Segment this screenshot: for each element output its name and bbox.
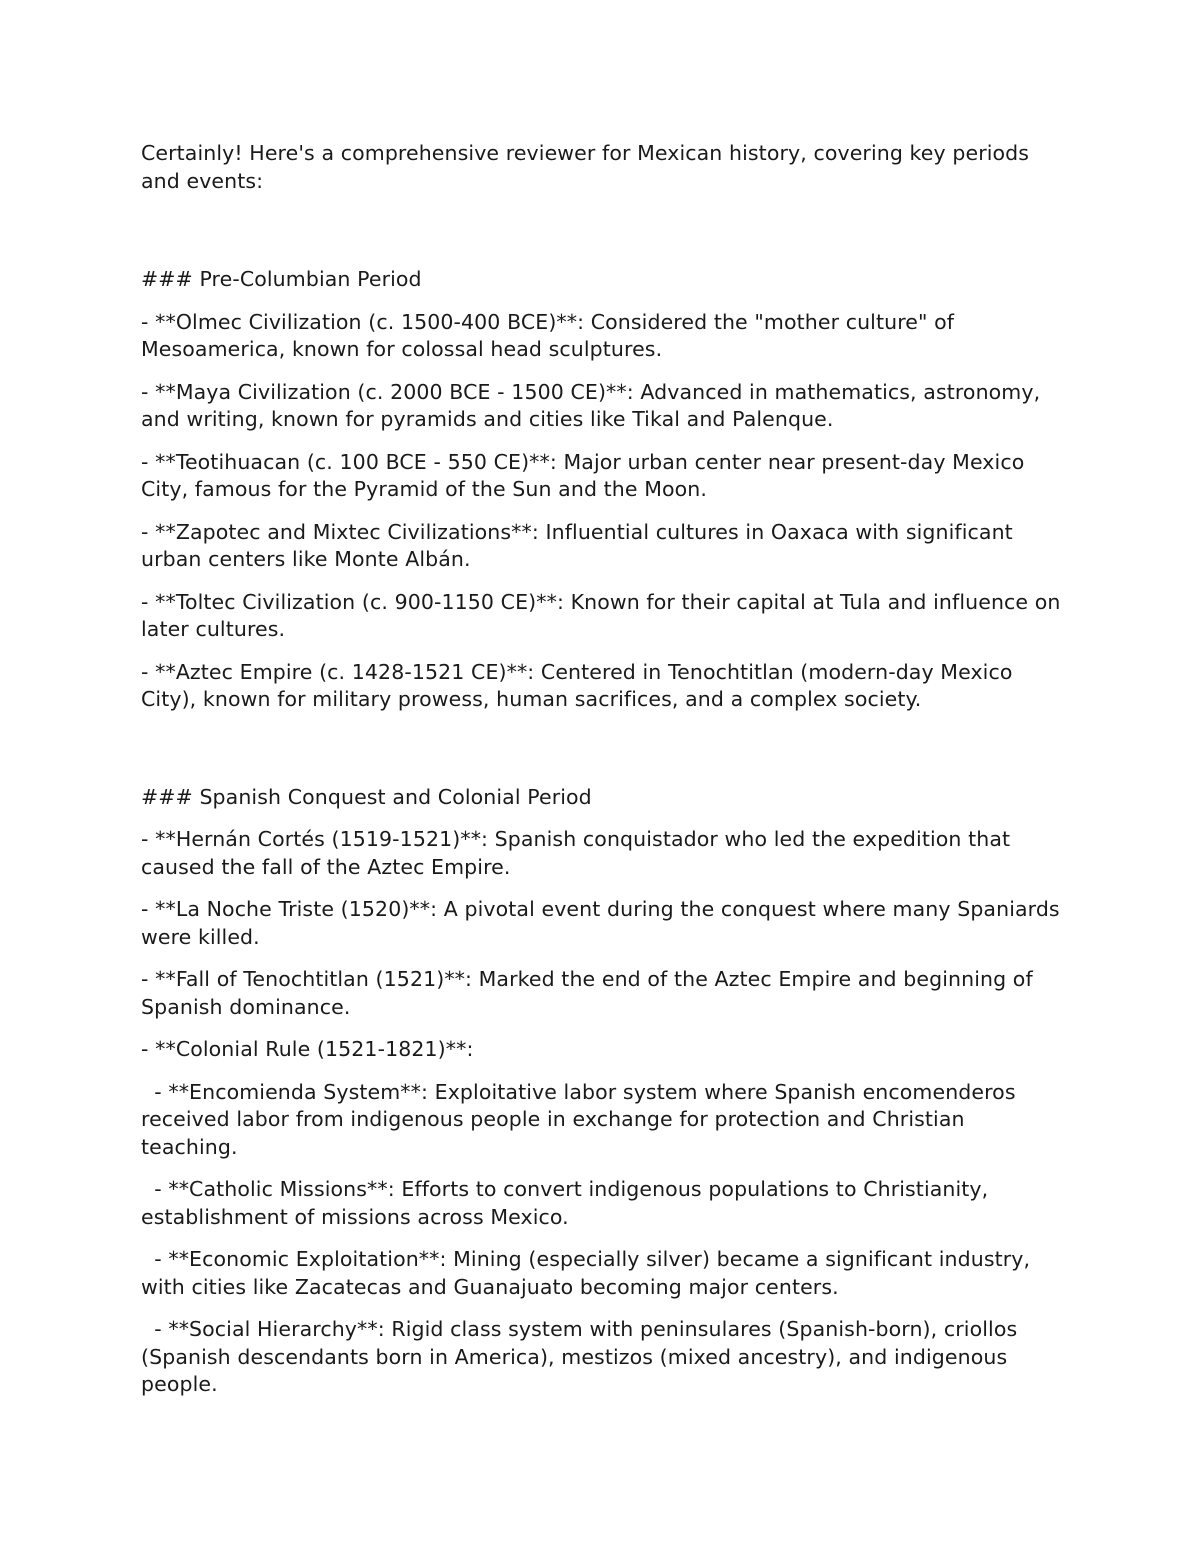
list-item-fall-tenochtitlan: - **Fall of Tenochtitlan (1521)**: Marked the end of the Aztec Empire and beginning of Spanish dominance. [141,967,1040,1019]
list-item-toltec: - **Toltec Civilization (c. 900-1150 CE)**: Known for their capital at Tula and influence on later cultures. [141,589,1068,641]
list-item-aztec: - **Aztec Empire (c. 1428-1521 CE)**: Centered in Tenochtitlan (modern-day Mexico City), known for military prowess, human sacrifices, and a complex society. [141,659,1020,711]
list-item-encomienda: - **Encomienda System**: Exploitative labor system where Spanish encomenderos received labor from indigenous people in exchange for protection and Christian teaching. [141,1079,1023,1159]
section-heading-spanish-conquest: ### Spanish Conquest and Colonial Period [141,784,592,809]
list-item-noche-triste: - **La Noche Triste (1520)**: A pivotal event during the conquest where many Spaniards were killed. [141,897,1067,949]
list-item-olmec: - **Olmec Civilization (c. 1500-400 BCE)**: Considered the "mother culture" of Mesoamerica, known for colossal head sculptures. [141,309,961,361]
list-item-colonial-rule: - **Colonial Rule (1521-1821)**: [141,1037,474,1061]
list-item-catholic-missions: - **Catholic Missions**: Efforts to convert indigenous populations to Christianity, establishment of missions across Mexico. [141,1177,995,1229]
list-item-cortes: - **Hernán Cortés (1519-1521)**: Spanish conquistador who led the expedition that caused the fall of the Aztec Empire. [141,827,1017,879]
section-heading-pre-columbian: ### Pre-Columbian Period [141,267,422,291]
list-item-social-hierarchy: - **Social Hierarchy**: Rigid class system with peninsulares (Spanish-born), criollos (Spanish descendants born in America), mestizos (mixed ancestry), and indigenous people. [141,1317,1024,1396]
list-item-maya: - **Maya Civilization (c. 2000 BCE - 1500 CE)**: Advanced in mathematics, astronomy, and writing, known for pyramids and cities like Tikal and Palenque. [141,379,1047,431]
list-item-zapotec-mixtec: - **Zapotec and Mixtec Civilizations**: Influential cultures in Oaxaca with significant urban centers like Monte Albán. [141,519,1020,571]
intro-paragraph: Certainly! Here's a comprehensive reviewer for Mexican history, covering key periods and events: [141,141,1036,193]
list-item-teotihuacan: - **Teotihuacan (c. 100 BCE - 550 CE)**: Major urban center near present-day Mexico City, famous for the Pyramid of the Sun and the Moon. [141,449,1031,501]
document-page [141,140,1068,1414]
list-item-economic-exploitation: - **Economic Exploitation**: Mining (especially silver) became a significant industry, with cities like Zacatecas and Guanajuato becoming major centers. [141,1247,1037,1299]
